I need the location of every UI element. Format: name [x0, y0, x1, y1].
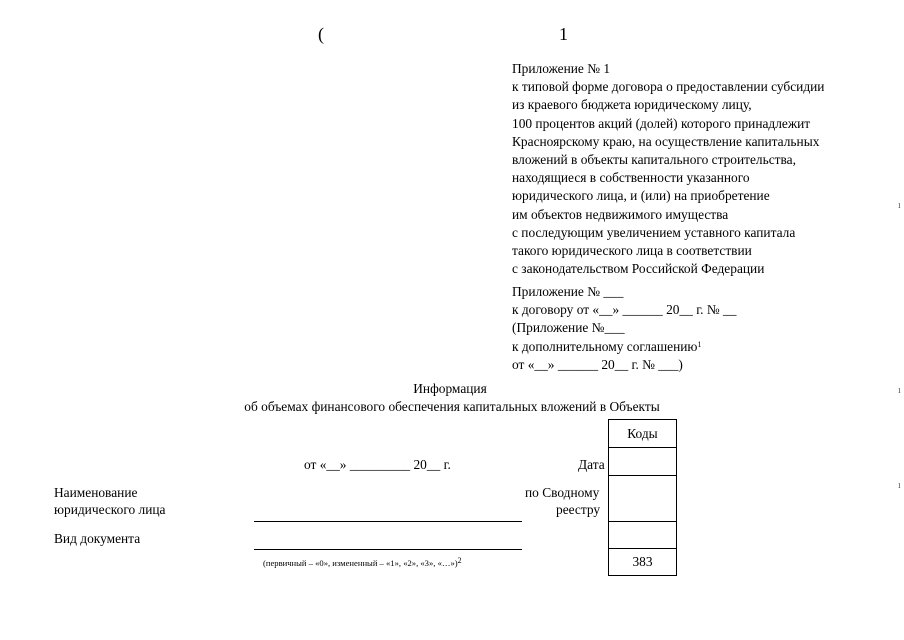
blank-code-cell	[609, 522, 677, 549]
registry-code-cell	[609, 476, 677, 522]
date-code-cell	[609, 448, 677, 476]
appendix-line: им объектов недвижимого имущества	[512, 206, 729, 222]
date-line: от «__» _________ 20__ г.	[304, 457, 451, 472]
doc-type-code-cell: 383	[609, 549, 677, 576]
appendix2-line3: (Приложение №___	[512, 320, 625, 336]
appendix-line: с законодательством Российской Федерации	[512, 261, 765, 277]
appendix2-line2: к договору от «__» ______ 20__ г. № __	[512, 302, 737, 318]
scan-artifact: ı	[898, 385, 901, 396]
appendix-line: Красноярскому краю, на осуществление капитальных	[512, 133, 820, 149]
appendix2-line1: Приложение № ___	[512, 284, 624, 299]
registry-label-1: по Сводному	[525, 485, 600, 500]
doc-type-label: Вид документа	[54, 531, 141, 546]
doc-type-hint	[263, 558, 462, 568]
appendix-line: Приложение № 1	[512, 61, 611, 76]
appendix-line: 100 процентов акций (долей) которого принадлежит	[512, 115, 811, 131]
entity-name-underline	[254, 521, 522, 522]
appendix2-line4-text: к дополнительному соглашению	[512, 338, 698, 354]
document-subtitle: об объемах финансового обеспечения капитальных вложений в Объекты	[244, 399, 660, 414]
appendix-line: находящиеся в собственности указанного	[512, 170, 750, 186]
appendix-line: такого юридического лица в соответствии	[512, 243, 752, 259]
footnote-ref-2: 2	[457, 556, 462, 565]
appendix-line: вложений в объекты капитального строительства,	[512, 152, 796, 168]
entity-name-label-1: Наименование	[54, 485, 138, 500]
doc-type-hint-text: (первичный – «0», измененный – «1», «2», «3», «…»)	[263, 558, 458, 568]
date-label: Дата	[578, 457, 605, 472]
codes-table	[608, 419, 677, 576]
scan-artifact: ı	[898, 480, 901, 491]
appendix-line: юридического лица, и (или) на приобретение	[512, 188, 770, 204]
appendix-line: к типовой форме договора о предоставлении субсидии	[512, 79, 825, 95]
scan-mark-left: (	[318, 24, 324, 44]
appendix2-line5: от «__» ______ 20__ г. № ___)	[512, 356, 683, 372]
registry-label-2: реестру	[556, 502, 601, 517]
appendix-line: из краевого бюджета юридическому лицу,	[512, 97, 752, 113]
codes-header: Коды	[609, 420, 677, 448]
appendix-1-header	[512, 60, 892, 278]
entity-name-label-2: юридического лица	[54, 502, 166, 517]
appendix2-line4	[512, 338, 892, 356]
doc-type-underline	[254, 549, 522, 550]
appendix-2-header	[512, 283, 892, 374]
footnote-ref-1: 1	[697, 339, 702, 349]
document-title: Информация	[413, 381, 487, 396]
scan-artifact: ı	[898, 200, 901, 211]
scan-mark-center: 1	[559, 24, 568, 44]
appendix-line: с последующим увеличением уставного капитала	[512, 224, 796, 240]
